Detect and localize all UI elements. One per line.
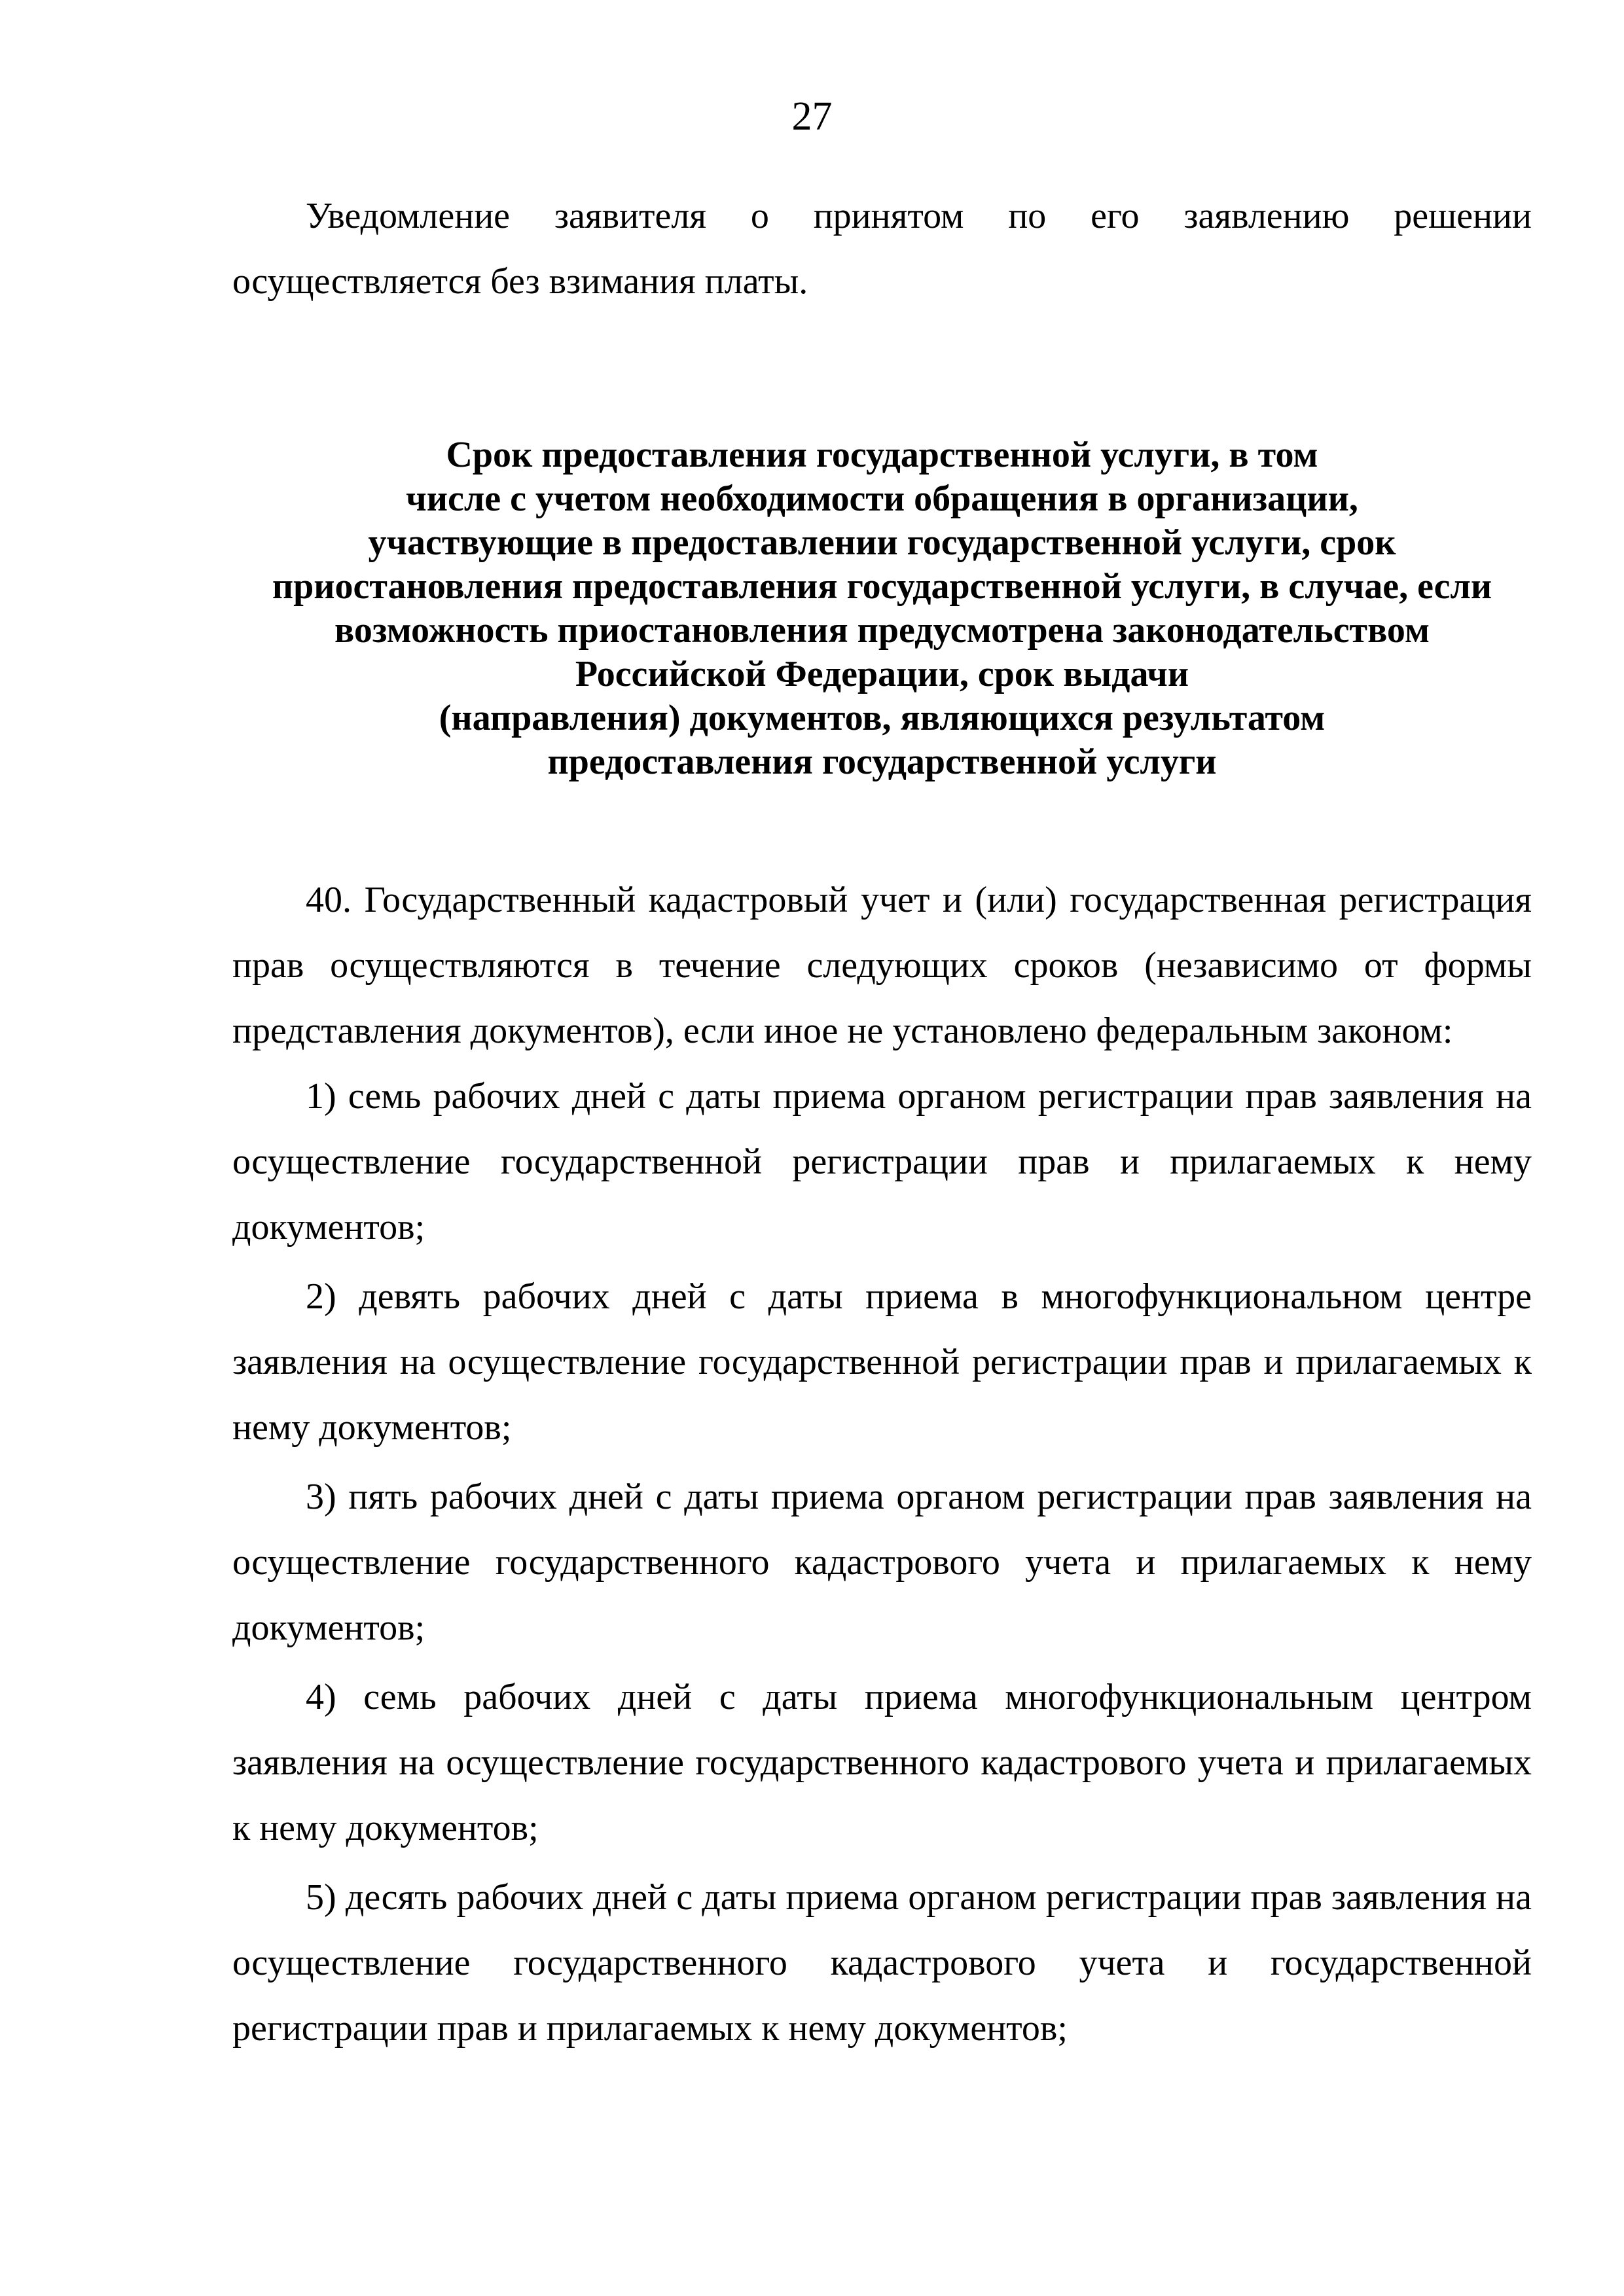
heading-line: числе с учетом необходимости обращения в организации, (406, 478, 1358, 519)
intro-section (232, 183, 1532, 314)
heading-line: Срок предоставления государственной услуги, в том (446, 435, 1318, 475)
heading-line: предоставления государственной услуги (547, 742, 1217, 782)
list-item: 1) семь рабочих дней с даты приема органом регистрации прав заявления на осуществление государственной регистрации прав и прилагаемых к нему документов; (232, 1076, 1532, 1247)
section-heading (232, 433, 1532, 784)
heading-line: Российской Федерации, срок выдачи (575, 654, 1189, 694)
main-body (232, 867, 1532, 2065)
intro-paragraph: Уведомление заявителя о принятом по его заявлению решении осуществляется без взимания платы. (232, 196, 1532, 302)
list-item: 2) девять рабочих дней с даты приема в многофункциональном центре заявления на осуществление государственной регистрации прав и прилагаемых к нему документов; (232, 1276, 1532, 1448)
clause-40: 40. Государственный кадастровый учет и (или) государственная регистрация прав осуществляются в течение следующих сроков (независимо от формы представления документов), если иное не установлено федеральным законом: (232, 880, 1532, 1051)
list-item: 5) десять рабочих дней с даты приема органом регистрации прав заявления на осуществление государственного кадастрового учета и государственной регистрации прав и прилагаемых к нему документов; (232, 1877, 1532, 2049)
heading-line: возможность приостановления предусмотрена законодательством (334, 610, 1430, 651)
list-item: 4) семь рабочих дней с даты приема многофункциональным центром заявления на осуществление государственного кадастрового учета и прилагаемых к нему документов; (232, 1677, 1532, 1848)
heading-line: участвующие в предоставлении государственной услуги, срок (368, 522, 1396, 563)
heading-line: приостановления предоставления государственной услуги, в случае, если (272, 566, 1492, 607)
list-item: 3) пять рабочих дней с даты приема органом регистрации прав заявления на осуществление государственного кадастрового учета и прилагаемых к нему документов; (232, 1477, 1532, 1648)
heading-line: (направления) документов, являющихся результатом (439, 698, 1326, 738)
page-number: 27 (791, 94, 833, 139)
